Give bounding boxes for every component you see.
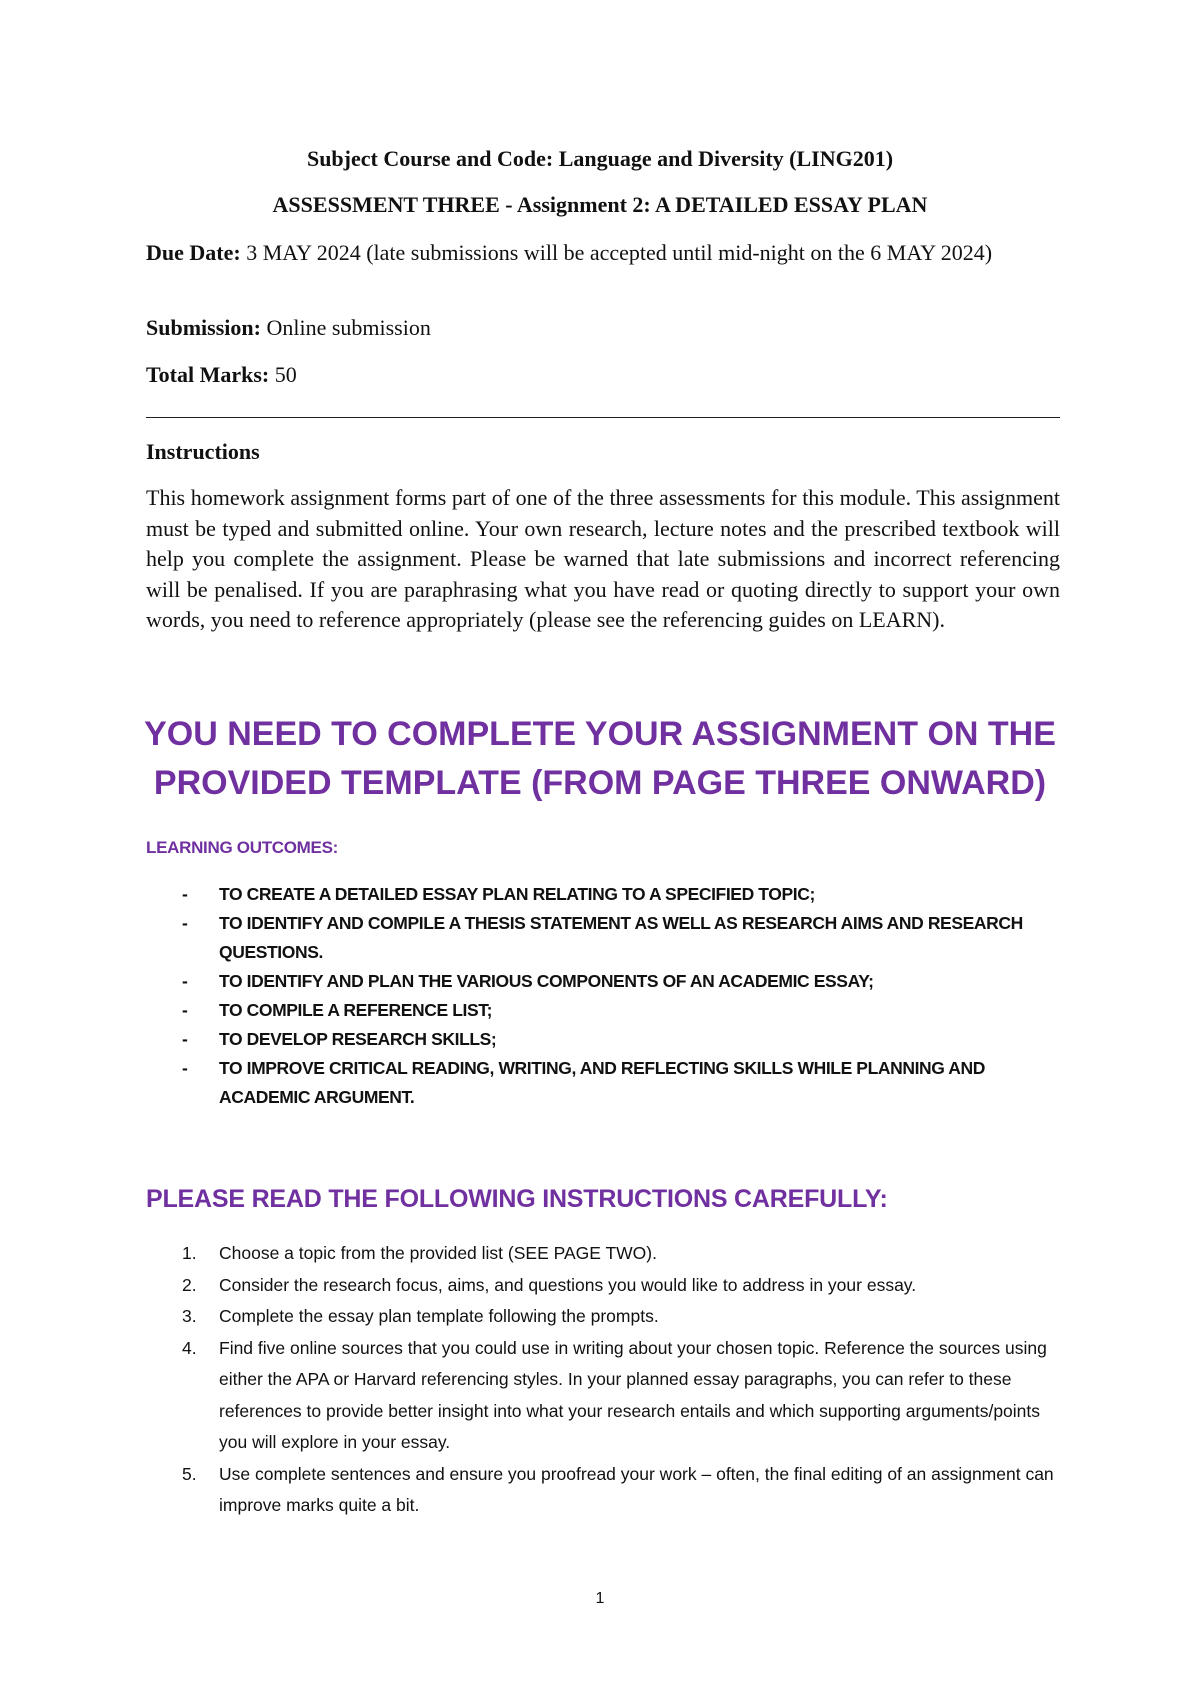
list-item (146, 1238, 1060, 1270)
step-number: 1. (182, 1243, 197, 1263)
step-text: Consider the research focus, aims, and questions you would like to address in your essay. (219, 1274, 917, 1295)
step-number: 3. (182, 1306, 197, 1326)
bullet-dash: - (182, 913, 188, 933)
template-notice: YOU NEED TO COMPLETE YOUR ASSIGNMENT ON THE PROVIDED TEMPLATE (FROM PAGE THREE ONWARD) (144, 715, 1056, 802)
total-marks-value: 50 (269, 362, 297, 387)
list-item (146, 1333, 1060, 1459)
learning-outcomes-heading: LEARNING OUTCOMES: (146, 838, 338, 857)
bullet-dash: - (182, 1058, 188, 1078)
list-item (146, 1459, 1060, 1522)
instructions-heading: Instructions (146, 439, 260, 464)
bullet-dash: - (182, 1000, 188, 1020)
list-item (146, 1270, 1060, 1302)
list-item-text: TO CREATE A DETAILED ESSAY PLAN RELATING TO A SPECIFIED TOPIC; (219, 884, 815, 904)
submission-label: Submission: (146, 315, 261, 340)
list-item (146, 880, 1060, 909)
list-item (146, 1025, 1060, 1054)
instructions-steps-list (146, 1238, 1060, 1522)
submission-value: Online submission (260, 315, 431, 340)
horizontal-divider (146, 417, 1060, 418)
submission (146, 313, 1060, 343)
step-number: 5. (182, 1463, 197, 1484)
list-item (146, 967, 1060, 996)
step-text: Choose a topic from the provided list (SEE PAGE TWO). (219, 1243, 657, 1263)
course-title: Subject Course and Code: Language and Diversity (LING201) (306, 146, 894, 171)
due-date-label: Due Date: (146, 240, 241, 265)
list-item (146, 996, 1060, 1025)
step-text: Complete the essay plan template following the prompts. (219, 1306, 659, 1326)
list-item-text: TO IDENTIFY AND COMPILE A THESIS STATEMENT AS WELL AS RESEARCH AIMS AND RESEARCH QUESTIONS. (219, 913, 1023, 962)
list-item (146, 1301, 1060, 1333)
read-instructions-heading: PLEASE READ THE FOLLOWING INSTRUCTIONS CAREFULLY: (146, 1185, 888, 1213)
list-item-text: TO IMPROVE CRITICAL READING, WRITING, AND REFLECTING SKILLS WHILE PLANNING AND ACADEMIC ARGUMENT. (219, 1058, 986, 1107)
step-number: 4. (182, 1337, 197, 1358)
total-marks (146, 360, 1060, 390)
page-number: 1 (595, 1590, 605, 1607)
list-item-text: TO DEVELOP RESEARCH SKILLS; (219, 1029, 497, 1049)
list-item (146, 909, 1060, 967)
list-item (146, 1054, 1060, 1112)
list-item-text: TO COMPILE A REFERENCE LIST; (219, 1000, 493, 1020)
step-text: Find five online sources that you could use in writing about your chosen topic. Reference the sources using either the APA or Harvard referencing styles. In your planned essay paragraphs, you can refer to these references to provide better insight into what your research entails and which supporting arguments/points you will explore in your essay. (219, 1337, 1047, 1452)
step-number: 2. (182, 1274, 197, 1295)
total-marks-label: Total Marks: (146, 362, 270, 387)
bullet-dash: - (182, 971, 188, 991)
bullet-dash: - (182, 1029, 188, 1049)
step-text: Use complete sentences and ensure you proofread your work – often, the final editing of an assignment can improve marks quite a bit. (219, 1463, 1054, 1515)
learning-outcomes-list (146, 880, 1060, 1112)
instructions-paragraph: This homework assignment forms part of one of the three assessments for this module. This assignment must be typed and submitted online. Your own research, lecture notes and the prescribed textbook will help you complete the assignment. Please be warned that late submissions and incorrect referencing will be penalised. If you are paraphrasing what you have read or quoting directly to support your own words, you need to reference appropriately (please see the referencing guides on LEARN). (146, 485, 1060, 632)
assessment-title: ASSESSMENT THREE - Assignment 2: A DETAILED ESSAY PLAN (272, 192, 928, 217)
due-date (146, 238, 1060, 268)
bullet-dash: - (182, 884, 188, 904)
due-date-value: 3 MAY 2024 (late submissions will be accepted until mid-night on the 6 MAY 2024) (240, 240, 993, 265)
list-item-text: TO IDENTIFY AND PLAN THE VARIOUS COMPONENTS OF AN ACADEMIC ESSAY; (219, 971, 874, 991)
